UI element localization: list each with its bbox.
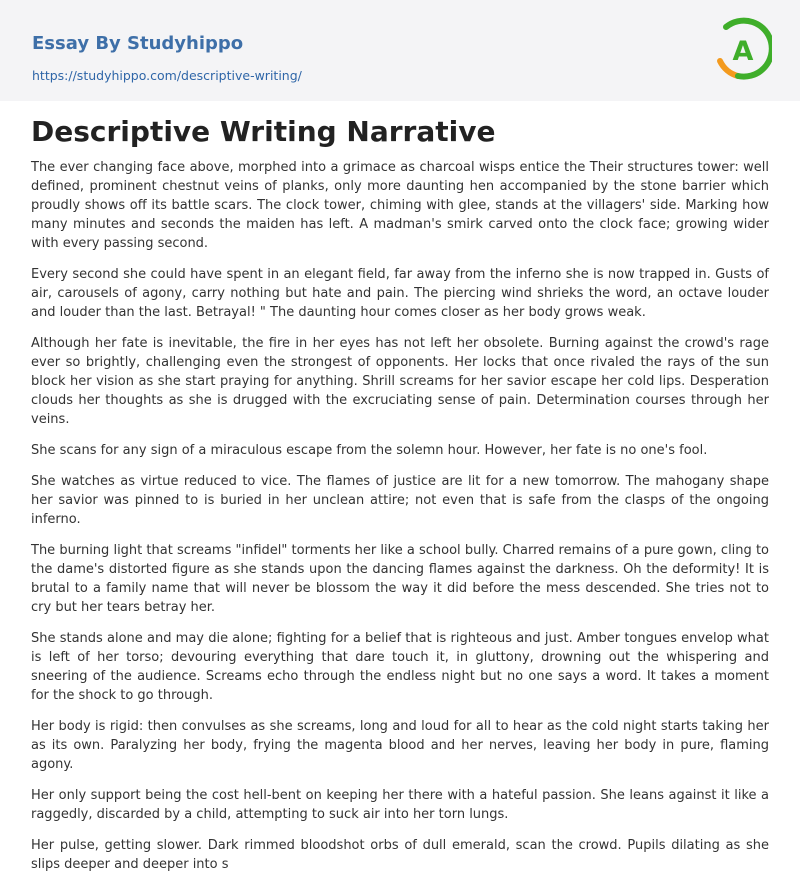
article (0, 115, 800, 874)
article-paragraph: She watches as virtue reduced to vice. The flames of justice are lit for a new tomorrow. The mahogany shape her savior was pinned to is buried in her unclean attire; not even that is safe from the clasps of the ongoing inferno. (31, 474, 769, 527)
article-paragraph: Although her fate is inevitable, the fire in her eyes has not left her obsolete. Burning against the crowd's rage ever so brightly, challenging even the strongest of opponents. Her locks that once rivaled the rays of the sun block her vision as she start praying for anything. Shrill screams for her savior escape her cold lips. Desperation clouds her thoughts as she is drugged with the excruciating sense of pain. Determination courses through her veins. (31, 336, 769, 427)
article-paragraph: Her body is rigid: then convulses as she screams, long and loud for all to hear as the cold night starts taking her as its own. Paralyzing her body, frying the magenta blood and her nerves, leaving her body in pure, flaming agony. (31, 719, 769, 772)
article-paragraph: The ever changing face above, morphed into a grimace as charcoal wisps entice the Their structures tower: well defined, prominent chestnut veins of planks, only more daunting hen accompanied by the stone barrier which proudly shows off its battle scars. The clock tower, chiming with glee, stands at the villagers' side. Marking how many minutes and seconds the maiden has left. A madman's smirk carved onto the clock face; growing wider with every passing second. (31, 160, 769, 251)
article-paragraph: She stands alone and may die alone; fighting for a belief that is righteous and just. Amber tongues envelop what is left of her torso; devouring everything that dare touch it, in gluttony, drowning out the whispering and sneering of the audience. Screams echo through the endless night but no one says a word. It takes a moment for the shock to go through. (31, 631, 769, 703)
article-paragraph: Her only support being the cost hell-bent on keeping her there with a hateful passion. She leans against it like a raggedly, discarded by a child, attempting to suck air into her torn lungs. (31, 788, 769, 822)
source-url-link[interactable]: https://studyhippo.com/descriptive-writing/ (32, 68, 302, 83)
site-header (0, 0, 800, 101)
studyhippo-logo-icon[interactable] (712, 14, 772, 82)
brand-title[interactable]: Essay By Studyhippo (32, 33, 244, 54)
article-paragraph: Her pulse, getting slower. Dark rimmed bloodshot orbs of dull emerald, scan the crowd. Pupils dilating as she slips deeper and deeper into s (31, 838, 769, 872)
article-title: Descriptive Writing Narrative (31, 115, 496, 148)
article-paragraph: Every second she could have spent in an elegant field, far away from the inferno she is now trapped in. Gusts of air, carousels of agony, carry nothing but hate and pain. The piercing wind shrieks the word, an octave louder and louder than the last. Betrayal! " The daunting hour comes closer as her body grows weak. (31, 267, 769, 320)
article-paragraph: She scans for any sign of a miraculous escape from the solemn hour. However, her fate is no one's fool. (31, 443, 708, 458)
article-paragraph: The burning light that screams "infidel" torments her like a school bully. Charred remains of a pure gown, cling to the dame's distorted figure as she stands upon the dancing flames against the darkness. Oh the deformity! It is brutal to a family name that will never be blossom the way it did before the mess descended. She tries not to cry but her tears betray her. (31, 543, 769, 615)
logo-letter: A (732, 36, 754, 67)
